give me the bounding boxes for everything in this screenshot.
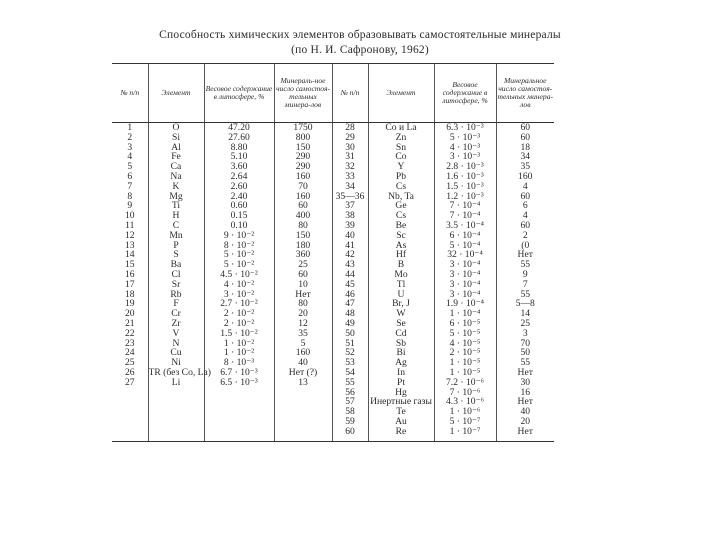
left-element-cell: Ba bbox=[148, 260, 204, 270]
right-weight-content-cell: 3 · 10⁻³ bbox=[434, 152, 496, 162]
right-mineral-count-cell: 70 bbox=[496, 339, 554, 349]
left-weight-content-cell: 2.60 bbox=[204, 182, 274, 192]
right-element-cell: Co bbox=[368, 152, 434, 162]
right-element-cell: Tl bbox=[368, 280, 434, 290]
right-element-cell: Pt bbox=[368, 378, 434, 388]
right-weight-content-cell: 2.8 · 10⁻³ bbox=[434, 162, 496, 172]
left-number-cell: 9 bbox=[127, 200, 133, 212]
left-weight-content-cell bbox=[204, 388, 274, 398]
right-weight-content-cell: 1 · 10⁻⁴ bbox=[434, 309, 496, 319]
right-element-cell: Mo bbox=[368, 270, 434, 280]
right-mineral-count-cell: 55 bbox=[496, 358, 554, 368]
right-mineral-count-cell: 35 bbox=[496, 162, 554, 172]
right-number-cell: 42 bbox=[332, 250, 368, 260]
left-mineral-count-cell: 160 bbox=[274, 348, 332, 358]
right-mineral-count-cell: 9 bbox=[496, 270, 554, 280]
right-mineral-count-cell: 60 bbox=[496, 123, 554, 133]
left-number-cell: 7 bbox=[127, 180, 133, 192]
left-number-cell: 16 bbox=[124, 268, 135, 280]
right-number-cell: 30 bbox=[332, 143, 368, 153]
right-mineral-count-cell: 4 bbox=[496, 211, 554, 221]
left-mineral-count-cell: 160 bbox=[274, 192, 332, 202]
left-mineral-count-cell: Нет (?) bbox=[274, 368, 332, 378]
left-weight-content-cell: 3 · 10⁻² bbox=[204, 290, 274, 300]
left-number-cell: 3 bbox=[127, 141, 133, 153]
right-element-cell: Be bbox=[368, 221, 434, 231]
left-weight-content-cell: 1 · 10⁻² bbox=[204, 348, 274, 358]
right-mineral-count-cell: 60 bbox=[496, 221, 554, 231]
right-weight-content-cell: 4 · 10⁻⁵ bbox=[434, 339, 496, 349]
right-weight-content-cell: 7 · 10⁻⁴ bbox=[434, 211, 496, 221]
left-element-cell: P bbox=[148, 241, 204, 251]
left-element-cell bbox=[148, 388, 204, 398]
left-element-cell: Mg bbox=[148, 192, 204, 202]
header-minerals-right: Минеральное число самостоя-тельных минера-лов bbox=[496, 64, 554, 123]
right-number-cell: 52 bbox=[332, 348, 368, 358]
right-mineral-count-cell: 16 bbox=[496, 388, 554, 398]
right-number-cell: 40 bbox=[332, 231, 368, 241]
header-element-right: Элемент bbox=[368, 64, 434, 123]
right-element-cell: Y bbox=[368, 162, 434, 172]
left-number-cell: 6 bbox=[127, 170, 133, 182]
right-number-cell: 48 bbox=[332, 309, 368, 319]
left-element-cell: C bbox=[148, 221, 204, 231]
right-weight-content-cell: 1.2 · 10⁻³ bbox=[434, 192, 496, 202]
header-weight: Весовое содержание в литосфере, % bbox=[204, 64, 274, 123]
right-mineral-count-cell: 50 bbox=[496, 348, 554, 358]
left-weight-content-cell: 9 · 10⁻² bbox=[204, 231, 274, 241]
right-element-cell: Au bbox=[368, 417, 434, 427]
right-element-cell: Zn bbox=[368, 133, 434, 143]
right-element-cell: B bbox=[368, 260, 434, 270]
left-element-cell: Na bbox=[148, 172, 204, 182]
right-weight-content-cell: 5 · 10⁻³ bbox=[434, 133, 496, 143]
left-mineral-count-cell: 5 bbox=[274, 339, 332, 349]
right-element-cell: W bbox=[368, 309, 434, 319]
left-weight-content-cell: 6.5 · 10⁻³ bbox=[204, 378, 274, 388]
left-mineral-count-cell: 40 bbox=[274, 358, 332, 368]
right-element-cell: Hg bbox=[368, 388, 434, 398]
right-element-cell: Re bbox=[368, 427, 434, 441]
left-element-cell: Cu bbox=[148, 348, 204, 358]
right-weight-content-cell: 7.2 · 10⁻⁶ bbox=[434, 378, 496, 388]
right-number-cell: 35—36 bbox=[332, 192, 368, 202]
left-element-cell: H bbox=[148, 211, 204, 221]
right-element-cell: As bbox=[368, 241, 434, 251]
left-number-cell: 20 bbox=[124, 308, 135, 320]
right-number-cell: 53 bbox=[332, 358, 368, 368]
left-weight-content-cell bbox=[204, 397, 274, 407]
left-mineral-count-cell: 290 bbox=[274, 162, 332, 172]
left-weight-content-cell: 1.5 · 10⁻² bbox=[204, 329, 274, 339]
right-weight-content-cell: 6.3 · 10⁻³ bbox=[434, 123, 496, 133]
right-weight-content-cell: 1 · 10⁻⁶ bbox=[434, 407, 496, 417]
left-mineral-count-cell: 290 bbox=[274, 152, 332, 162]
right-mineral-count-cell: 3 bbox=[496, 329, 554, 339]
left-element-cell: S bbox=[148, 250, 204, 260]
left-weight-content-cell: 2.7 · 10⁻² bbox=[204, 299, 274, 309]
left-number-cell bbox=[112, 427, 148, 441]
right-mineral-count-cell: 55 bbox=[496, 260, 554, 270]
left-number-cell: 12 bbox=[124, 229, 135, 241]
right-number-cell: 47 bbox=[332, 299, 368, 309]
right-weight-content-cell: 7 · 10⁻⁴ bbox=[434, 201, 496, 211]
left-mineral-count-cell: 80 bbox=[274, 221, 332, 231]
left-element-cell: Si bbox=[148, 133, 204, 143]
right-weight-content-cell: 1 · 10⁻⁵ bbox=[434, 358, 496, 368]
left-weight-content-cell bbox=[204, 427, 274, 441]
left-element-cell: K bbox=[148, 182, 204, 192]
left-mineral-count-cell: 150 bbox=[274, 231, 332, 241]
right-element-cell: U bbox=[368, 290, 434, 300]
right-mineral-count-cell: 4 bbox=[496, 182, 554, 192]
left-element-cell: Cl bbox=[148, 270, 204, 280]
left-number-cell: 4 bbox=[127, 151, 133, 163]
right-number-cell: 34 bbox=[332, 182, 368, 192]
right-weight-content-cell: 3 · 10⁻⁴ bbox=[434, 280, 496, 290]
left-weight-content-cell: 0.10 bbox=[204, 221, 274, 231]
left-mineral-count-cell: 13 bbox=[274, 378, 332, 388]
right-mineral-count-cell: 20 bbox=[496, 417, 554, 427]
right-mineral-count-cell: 25 bbox=[496, 319, 554, 329]
right-mineral-count-cell: 55 bbox=[496, 290, 554, 300]
left-number-cell: 13 bbox=[124, 239, 135, 251]
left-mineral-count-cell: 60 bbox=[274, 270, 332, 280]
left-number-cell: 21 bbox=[124, 317, 135, 329]
right-element-cell: Cd bbox=[368, 329, 434, 339]
left-mineral-count-cell: 160 bbox=[274, 172, 332, 182]
right-number-cell: 45 bbox=[332, 280, 368, 290]
left-weight-content-cell: 2 · 10⁻² bbox=[204, 319, 274, 329]
left-element-cell bbox=[148, 397, 204, 407]
right-mineral-count-cell: 160 bbox=[496, 172, 554, 182]
right-mineral-count-cell: Нет bbox=[496, 397, 554, 407]
left-element-cell bbox=[148, 417, 204, 427]
left-weight-content-cell: 47.20 bbox=[204, 123, 274, 133]
right-element-cell: Br, J bbox=[368, 299, 434, 309]
left-mineral-count-cell: 800 bbox=[274, 133, 332, 143]
right-number-cell: 51 bbox=[332, 339, 368, 349]
left-mineral-count-cell: 60 bbox=[274, 201, 332, 211]
left-number-cell bbox=[112, 397, 148, 407]
header-weight-right: Весовое содержание в литосфере, % bbox=[434, 64, 496, 123]
right-element-cell: Pb bbox=[368, 172, 434, 182]
left-element-cell: Al bbox=[148, 143, 204, 153]
right-number-cell: 28 bbox=[332, 123, 368, 133]
right-number-cell: 43 bbox=[332, 260, 368, 270]
table-body bbox=[112, 123, 554, 442]
right-weight-content-cell: 5 · 10⁻⁷ bbox=[434, 417, 496, 427]
right-number-cell: 37 bbox=[332, 201, 368, 211]
right-element-cell: Nb, Ta bbox=[368, 192, 434, 202]
left-mineral-count-cell: 360 bbox=[274, 250, 332, 260]
elements-table bbox=[112, 63, 554, 442]
right-weight-content-cell: 1.6 · 10⁻³ bbox=[434, 172, 496, 182]
right-number-cell: 56 bbox=[332, 388, 368, 398]
left-mineral-count-cell: 80 bbox=[274, 299, 332, 309]
left-element-cell: TR (без Co, La) bbox=[148, 366, 211, 378]
header-minerals: Минераль-ное число самостоя-тельных минера-лов bbox=[274, 64, 332, 123]
left-mineral-count-cell: 150 bbox=[274, 143, 332, 153]
left-weight-content-cell: 8 · 10⁻² bbox=[204, 241, 274, 251]
left-number-cell: 19 bbox=[124, 298, 135, 310]
left-weight-content-cell: 2.40 bbox=[204, 192, 274, 202]
right-mineral-count-cell: 18 bbox=[496, 143, 554, 153]
right-element-cell: Bi bbox=[368, 348, 434, 358]
right-number-cell: 31 bbox=[332, 152, 368, 162]
title-line-2: (по Н. И. Сафронову, 1962) bbox=[291, 44, 429, 56]
left-mineral-count-cell: 180 bbox=[274, 241, 332, 251]
right-weight-content-cell: 3 · 10⁻⁴ bbox=[434, 270, 496, 280]
right-element-cell: Ag bbox=[368, 358, 434, 368]
left-mineral-count-cell: 400 bbox=[274, 211, 332, 221]
left-number-cell: 24 bbox=[124, 347, 135, 359]
left-weight-content-cell: 2.64 bbox=[204, 172, 274, 182]
left-mineral-count-cell bbox=[274, 417, 332, 427]
left-element-cell: N bbox=[148, 339, 204, 349]
left-element-cell: Mn bbox=[148, 231, 204, 241]
right-number-cell: 39 bbox=[332, 221, 368, 231]
right-mineral-count-cell: 40 bbox=[496, 407, 554, 417]
table-row bbox=[112, 378, 554, 388]
right-element-cell: Hf bbox=[368, 250, 434, 260]
left-element-cell bbox=[148, 427, 204, 441]
right-number-cell: 46 bbox=[332, 290, 368, 300]
right-element-cell: Cs bbox=[368, 182, 434, 192]
title-line-1: Способность химических элементов образовывать самостоятельные минералы bbox=[159, 29, 561, 41]
right-mineral-count-cell: 2 bbox=[496, 231, 554, 241]
left-weight-content-cell: 1 · 10⁻² bbox=[204, 339, 274, 349]
right-mineral-count-cell: 5—8 bbox=[496, 299, 554, 309]
left-element-cell: V bbox=[148, 329, 204, 339]
table-row bbox=[112, 388, 554, 398]
left-weight-content-cell: 27.60 bbox=[204, 133, 274, 143]
right-number-cell: 58 bbox=[332, 407, 368, 417]
right-weight-content-cell: 3 · 10⁻⁴ bbox=[434, 290, 496, 300]
left-number-cell: 15 bbox=[124, 259, 135, 271]
header-num-right: № п/п bbox=[332, 64, 368, 123]
right-number-cell: 49 bbox=[332, 319, 368, 329]
left-number-cell: 2 bbox=[127, 131, 133, 143]
left-element-cell: Sr bbox=[148, 280, 204, 290]
left-element-cell: Li bbox=[148, 378, 204, 388]
left-mineral-count-cell: 20 bbox=[274, 309, 332, 319]
right-mineral-count-cell: 7 bbox=[496, 280, 554, 290]
left-number-cell bbox=[112, 407, 148, 417]
left-number-cell: 26 bbox=[124, 366, 135, 378]
right-weight-content-cell: 1.5 · 10⁻³ bbox=[434, 182, 496, 192]
left-mineral-count-cell bbox=[274, 388, 332, 398]
left-number-cell: 25 bbox=[124, 357, 135, 369]
right-weight-content-cell: 4 · 10⁻³ bbox=[434, 143, 496, 153]
right-weight-content-cell: 5 · 10⁻⁵ bbox=[434, 329, 496, 339]
right-element-cell: Te bbox=[368, 407, 434, 417]
right-mineral-count-cell: 60 bbox=[496, 133, 554, 143]
left-number-cell: 22 bbox=[124, 327, 135, 339]
left-weight-content-cell: 0.60 bbox=[204, 201, 274, 211]
right-number-cell: 60 bbox=[332, 427, 368, 441]
left-element-cell: O bbox=[148, 123, 204, 133]
left-element-cell: Fe bbox=[148, 152, 204, 162]
left-mineral-count-cell bbox=[274, 397, 332, 407]
right-mineral-count-cell: 6 bbox=[496, 201, 554, 211]
right-weight-content-cell: 3 · 10⁻⁴ bbox=[434, 260, 496, 270]
left-mineral-count-cell: 25 bbox=[274, 260, 332, 270]
left-weight-content-cell bbox=[204, 407, 274, 417]
left-mineral-count-cell bbox=[274, 427, 332, 441]
right-weight-content-cell: 7 · 10⁻⁶ bbox=[434, 388, 496, 398]
table-row bbox=[112, 417, 554, 427]
left-element-cell: Rb bbox=[148, 290, 204, 300]
left-number-cell: 8 bbox=[127, 190, 133, 202]
right-element-cell: Se bbox=[368, 319, 434, 329]
right-number-cell: 41 bbox=[332, 241, 368, 251]
right-number-cell: 50 bbox=[332, 329, 368, 339]
left-element-cell bbox=[148, 407, 204, 417]
right-number-cell: 44 bbox=[332, 270, 368, 280]
right-element-cell: Sc bbox=[368, 231, 434, 241]
left-element-cell: Ti bbox=[148, 201, 204, 211]
left-element-cell: Ca bbox=[148, 162, 204, 172]
table-header bbox=[112, 64, 554, 123]
left-mineral-count-cell: 35 bbox=[274, 329, 332, 339]
right-element-cell: Sn bbox=[368, 143, 434, 153]
left-weight-content-cell: 5.10 bbox=[204, 152, 274, 162]
left-number-cell: 5 bbox=[127, 161, 133, 173]
right-element-cell: Cs bbox=[368, 211, 434, 221]
right-element-cell: In bbox=[368, 368, 434, 378]
right-number-cell: 57 bbox=[332, 397, 368, 407]
right-number-cell: 33 bbox=[332, 172, 368, 182]
right-weight-content-cell: 1 · 10⁻⁷ bbox=[434, 427, 496, 441]
left-number-cell: 27 bbox=[124, 376, 135, 388]
left-weight-content-cell: 5 · 10⁻² bbox=[204, 260, 274, 270]
left-mineral-count-cell: 1750 bbox=[274, 123, 332, 133]
left-mineral-count-cell: 70 bbox=[274, 182, 332, 192]
right-number-cell: 29 bbox=[332, 133, 368, 143]
left-weight-content-cell: 4 · 10⁻² bbox=[204, 280, 274, 290]
left-element-cell: Cr bbox=[148, 309, 204, 319]
right-number-cell: 55 bbox=[332, 378, 368, 388]
right-weight-content-cell: 1 · 10⁻⁵ bbox=[434, 368, 496, 378]
left-number-cell: 18 bbox=[124, 288, 135, 300]
left-number-cell: 14 bbox=[124, 249, 135, 261]
right-weight-content-cell: 5 · 10⁻⁴ bbox=[434, 241, 496, 251]
right-weight-content-cell: 3.5 · 10⁻⁴ bbox=[434, 221, 496, 231]
table-row bbox=[112, 407, 554, 417]
header-num: № п/п bbox=[112, 64, 148, 123]
right-number-cell: 32 bbox=[332, 162, 368, 172]
right-weight-content-cell: 1.9 · 10⁻⁴ bbox=[434, 299, 496, 309]
left-number-cell bbox=[112, 417, 148, 427]
left-number-cell: 23 bbox=[124, 337, 135, 349]
left-mineral-count-cell: 10 bbox=[274, 280, 332, 290]
right-mineral-count-cell: 60 bbox=[496, 192, 554, 202]
right-mineral-count-cell: Нет bbox=[496, 368, 554, 378]
right-weight-content-cell: 2 · 10⁻⁵ bbox=[434, 348, 496, 358]
left-weight-content-cell: 0.15 bbox=[204, 211, 274, 221]
left-mineral-count-cell: 12 bbox=[274, 319, 332, 329]
left-mineral-count-cell: Нет bbox=[274, 290, 332, 300]
left-weight-content-cell: 2 · 10⁻² bbox=[204, 309, 274, 319]
right-weight-content-cell: 4.3 · 10⁻⁶ bbox=[434, 397, 496, 407]
left-number-cell: 11 bbox=[125, 219, 135, 231]
right-element-cell: Co и La bbox=[368, 123, 434, 133]
left-weight-content-cell: 3.60 bbox=[204, 162, 274, 172]
left-number-cell: 10 bbox=[124, 210, 135, 222]
left-weight-content-cell: 5 · 10⁻² bbox=[204, 250, 274, 260]
left-number-cell: 17 bbox=[124, 278, 135, 290]
left-element-cell: Ni bbox=[148, 358, 204, 368]
left-mineral-count-cell bbox=[274, 407, 332, 417]
left-weight-content-cell: 4.5 · 10⁻² bbox=[204, 270, 274, 280]
right-number-cell: 38 bbox=[332, 211, 368, 221]
right-weight-content-cell: 32 · 10⁻⁴ bbox=[434, 250, 496, 260]
left-number-cell bbox=[112, 388, 148, 398]
right-mineral-count-cell: 30 bbox=[496, 378, 554, 388]
left-weight-content-cell: 8.80 bbox=[204, 143, 274, 153]
left-element-cell: F bbox=[148, 299, 204, 309]
right-weight-content-cell: 6 · 10⁻⁵ bbox=[434, 319, 496, 329]
table-row bbox=[112, 427, 554, 441]
right-number-cell: 54 bbox=[332, 368, 368, 378]
right-element-cell: Ge bbox=[368, 201, 434, 211]
right-mineral-count-cell: 14 bbox=[496, 309, 554, 319]
right-number-cell: 59 bbox=[332, 417, 368, 427]
left-weight-content-cell bbox=[204, 417, 274, 427]
right-weight-content-cell: 6 · 10⁻⁴ bbox=[434, 231, 496, 241]
right-element-cell: Sb bbox=[368, 339, 434, 349]
right-mineral-count-cell: Нет bbox=[496, 427, 554, 441]
right-mineral-count-cell: 34 bbox=[496, 152, 554, 162]
left-number-cell: 1 bbox=[127, 122, 133, 133]
left-element-cell: Zr bbox=[148, 319, 204, 329]
right-element-cell: Инертные газы bbox=[368, 397, 434, 407]
header-element: Элемент bbox=[148, 64, 204, 123]
table-row bbox=[112, 397, 554, 407]
left-weight-content-cell: 6.7 · 10⁻³ bbox=[204, 368, 274, 378]
document-title bbox=[100, 28, 620, 58]
right-mineral-count-cell: Нет bbox=[496, 250, 554, 260]
left-weight-content-cell: 8 · 10⁻³ bbox=[204, 358, 274, 368]
right-mineral-count-cell: (0 bbox=[496, 241, 554, 251]
